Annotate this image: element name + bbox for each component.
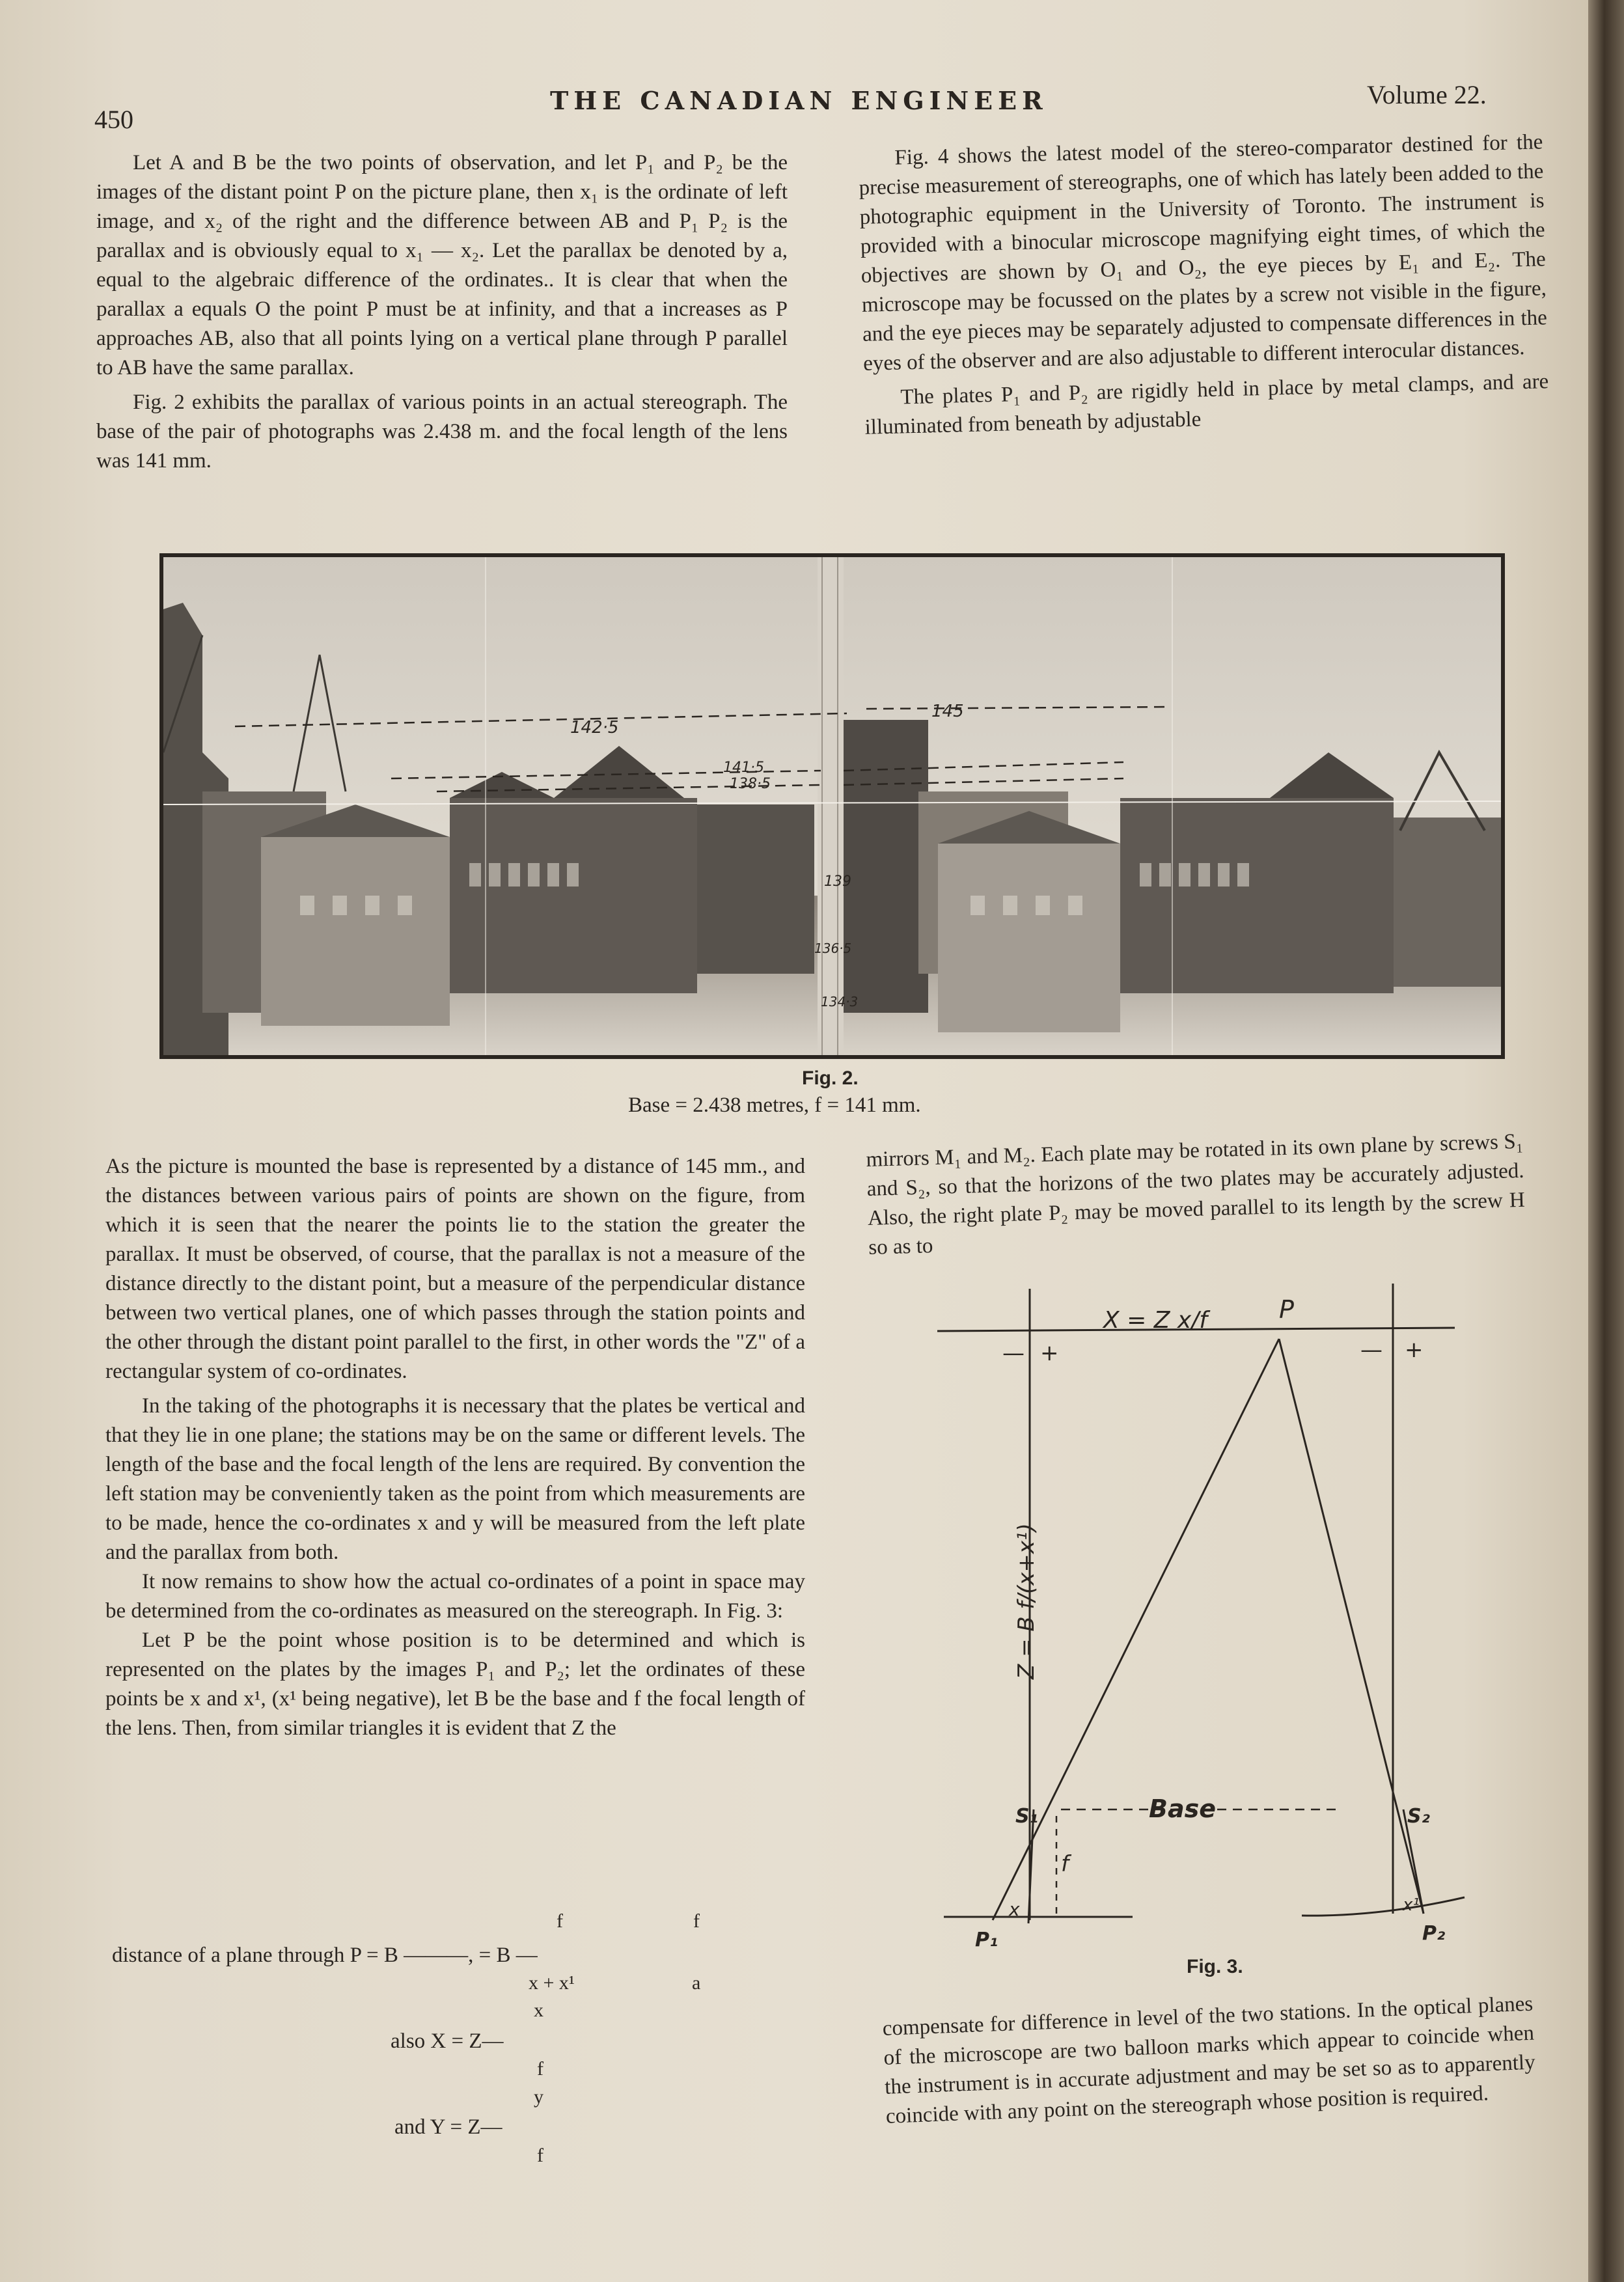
paragraph: Fig. 4 shows the latest model of the stereo-comparator destined for the precise measurement of stereographs, one of which has lately been added to the photographic equipment in the University of Toronto. The instrument is provided with a binocular microscope magnifying eight times, of which the objectives are shown by O₁ and O₂, the eye pieces by E₁ and E₂. The microscope may be focussed on the plates by a screw not visible in the figure, and the eye pieces may be separately adjusted to compensate differences in the eyes of the observer and are also adjustable to different interocular distances.	[859, 130, 1548, 376]
fig3-minus-left: —	[1002, 1340, 1025, 1366]
page-number: 450	[94, 105, 133, 134]
fig3-base-label: Base	[1149, 1794, 1216, 1823]
column-left-top	[96, 148, 788, 476]
formula-x: also X = Z—	[391, 2029, 504, 2053]
column-right-top	[858, 128, 1550, 443]
fig3-plus-right: +	[1405, 1337, 1424, 1363]
figure-2-caption: Fig. 2.	[802, 1067, 859, 1089]
column-left-bottom	[105, 1152, 805, 1743]
paragraph: Let A and B be the two points of observation, and let P₁ and P₂ be the images of the distant point P on the picture plane, then x₁ is the ordinate of left image, and x₂ of the right and the difference between AB and P₁ P₂ is the parallax and is obviously equal to x₁ — x₂. Let the parallax be denoted by a, equal to the algebraic difference of the ordinates.. It is clear that when the parallax a equals O the point P must be at infinity, and that a increases as P approaches AB, also that all points lying on a vertical plane through P parallel to AB have the same parallax.	[96, 151, 788, 379]
fig3-f-label: f	[1061, 1851, 1069, 1877]
parallax-label-1385: 138·5	[730, 776, 771, 792]
formula-denominator: a	[692, 1972, 701, 1994]
parallax-label-1343: 134·3	[821, 994, 859, 1010]
parallax-label-1425: 142·5	[570, 718, 619, 737]
formula-denominator: f	[537, 2058, 544, 2080]
paragraph: mirrors M₁ and M₂. Each plate may be rotated in its own plane by screws S₁ and S₂, so that the horizons of the two plates may be accurately adjusted. Also, the right plate P₂ may be moved parallel to its length by the screw H so as to	[866, 1129, 1526, 1259]
paragraph: In the taking of the photographs it is necessary that the plates be vertical and that they lie in one plane; the stations may be on the same or different levels. The length of the base and the focal length of the lens are required. By convention the left station may be conveniently taken as the point from which measurements are to be made, hence the co-ordinates x and y will be measured from the left plate and the parallax from both.	[105, 1394, 805, 1564]
fig3-p2-label: P₂	[1422, 1922, 1446, 1945]
paragraph: As the picture is mounted the base is represented by a distance of 145 mm., and the distances between various pairs of points are shown on the figure, from which it is seen that the nearer the points lie to the station the greater the parallax. It must be observed, of course, that the parallax is not a measure of the distance directly to the distant point, but a measure of the perpendicular distance between two vertical planes, one of which passes through the station points and the other through the distant point parallel to the first, in other words the "Z" of a rectangular system of co-ordinates.	[105, 1155, 805, 1383]
formula-numerator: x	[534, 2000, 544, 2021]
parallax-label-139: 139	[824, 873, 851, 890]
formula-numerator: f	[693, 1910, 700, 1932]
parallax-label-1365: 136·5	[814, 941, 852, 956]
book-spine	[1588, 0, 1624, 2282]
paragraph: compensate for difference in level of the two stations. In the optical planes of the microscope are two balloon marks which appear to coincide when the instrument is in accurate adjustment and may be set so as to apparently coincide with any point on the stereograph whose position is required.	[882, 1992, 1536, 2128]
fig3-x1-small: x¹	[1403, 1895, 1420, 1915]
stereograph-photo	[159, 553, 1505, 1059]
fig3-minus-right: —	[1360, 1337, 1383, 1363]
column-right-middle	[866, 1127, 1526, 1263]
parallax-label-1415: 141·5	[723, 760, 764, 776]
fig3-s1-label: S₁	[1015, 1805, 1038, 1828]
formula-denominator: x + x¹	[529, 1972, 575, 1994]
fig3-s2-label: S₂	[1407, 1805, 1430, 1828]
column-right-bottom	[882, 1990, 1537, 2132]
paragraph: The plates P₁ and P₂ are rigidly held in place by metal clamps, and are illuminated from beneath by adjustable	[864, 370, 1549, 439]
formula-numerator: f	[557, 1910, 563, 1932]
fig3-plus-left: +	[1040, 1340, 1059, 1366]
formula-numerator: y	[534, 2086, 544, 2108]
figure-2-base-line: Base = 2.438 metres, f = 141 mm.	[628, 1093, 921, 1117]
formula-y: and Y = Z—	[394, 2115, 502, 2139]
paragraph: It now remains to show how the actual co-ordinates of a point in space may be determined from the co-ordinates as measured on the stereograph. In Fig. 3:	[105, 1570, 805, 1623]
volume-label: Volume 22.	[1367, 80, 1487, 109]
journal-title: THE CANADIAN ENGINEER	[550, 86, 1048, 115]
fig3-x-small: x	[1009, 1899, 1020, 1920]
figure-3-caption: Fig. 3.	[1187, 1956, 1243, 1977]
parallax-label-145: 145	[931, 702, 964, 721]
fig3-z-formula: Z = B f/(x+x¹)	[1013, 1523, 1039, 1679]
paragraph: Fig. 2 exhibits the parallax of various points in an actual stereograph. The base of the pair of photographs was 2.438 m. and the focal length of the lens was 141 mm.	[96, 391, 788, 473]
formula-z: distance of a plane through P = B ———, = B —	[112, 1944, 538, 1967]
fig3-x-formula: X = Z x/f	[1103, 1307, 1207, 1334]
paragraph: Let P be the point whose position is to be determined and which is represented on the plates by the images P₁ and P₂; let the ordinates of these points be x and x¹, (x¹ being negative), let B be the base and f the focal length of the lens. Then, from similar triangles it is evident that Z the	[105, 1629, 805, 1740]
figure-3-diagram	[937, 1276, 1478, 1959]
fig3-p1-label: P₁	[975, 1929, 998, 1951]
stereograph-drawing	[163, 557, 1501, 1055]
fig3-point-p: P	[1279, 1295, 1294, 1324]
formula-denominator: f	[537, 2145, 544, 2166]
